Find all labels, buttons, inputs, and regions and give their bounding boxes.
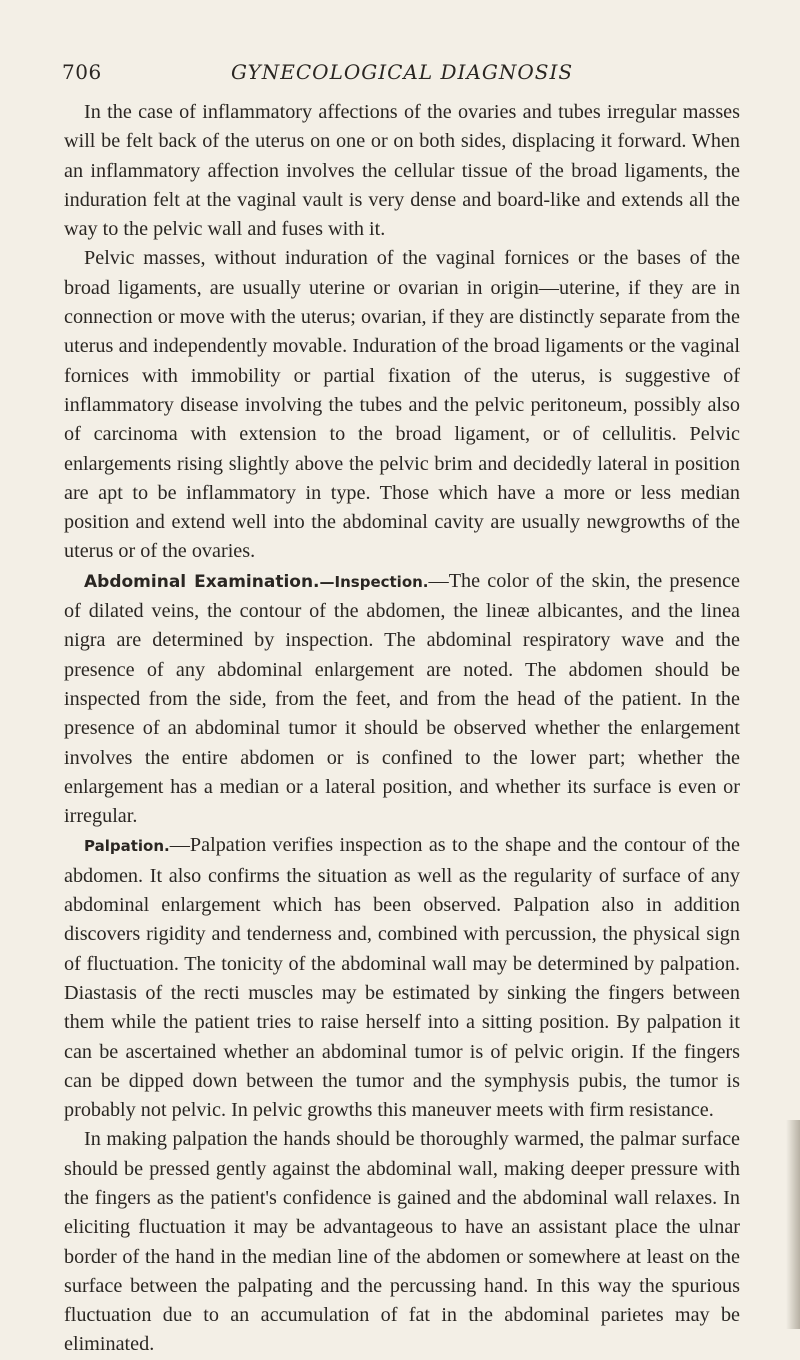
- paragraph-text: In making palpation the hands should be thoroughly warmed, the palmar surface should be pressed gently against the abdominal wall, making deeper pressure with the fingers as the patient's confidence is gained and the abdominal wall relaxes. In eliciting fluctuation it may be advantageous to have an assistant place the ulnar border of the hand in the median line of the abdomen or somewhere at least on the surface between the palpating and the percussing hand. In this way the spurious fluctuation due to an accumulation of fat in the abdominal parietes may be eliminated.: [64, 1128, 740, 1356]
- paragraph-text: Pelvic masses, without induration of the vaginal fornices or the bases of the broad ligaments, are usually uterine or ovarian in origin—uterine, if they are in connection or move with the uterus; ovarian, if they are distinctly separate from the uterus and independently movable. Induration of the broad ligaments or the vaginal fornices with immobility or partial fixation of the uterus, is suggestive of inflammatory disease involving the tubes and the pelvic peritoneum, possibly also of carcinoma with extension to the broad ligament, or of cellulitis. Pelvic enlargements rising slightly above the pelvic brim and decidedly lateral in position are apt to be inflammatory in type. Those which have a more or less median position and extend well into the abdominal cavity are usually newgrowths of the uterus or of the ovaries.: [64, 247, 740, 563]
- paragraph-text: —The color of the skin, the presence of dilated veins, the contour of the abdomen, the lineæ albicantes, and the linea nigra are determined by inspection. The abdominal respiratory wave and the presence of any abdominal enlargement are noted. The abdomen should be inspected from the side, from the feet, and from the head of the patient. In the presence of an abdominal tumor it should be observed whether the enlargement involves the entire abdomen or is confined to the lower part; whether the enlargement has a median or a lateral position, and whether its surface is even or irregular.: [64, 569, 740, 828]
- paragraph-palpation: [64, 831, 740, 1125]
- page-number: 706: [62, 60, 102, 84]
- paragraph-text: —Palpation verifies inspection as to the shape and the contour of the abdomen. It also confirms the situation as well as the regularity of surface of any abdominal enlargement which has been observed. Palpation also in addition discovers rigidity and tenderness and, combined with percussion, the physical sign of fluctuation. The tonicity of the abdominal wall may be determined by palpation. Diastasis of the recti muscles may be estimated by sinking the fingers between them while the patient tries to raise herself into a sitting position. By palpation it can be ascertained whether an abdominal tumor is of pelvic origin. If the fingers can be dipped down between the tumor and the symphysis pubis, the tumor is probably not pelvic. In pelvic growths this maneuver meets with firm resistance.: [64, 834, 740, 1122]
- page-edge-shadow: [786, 1120, 800, 1329]
- paragraph-pelvic-masses: [64, 244, 740, 566]
- paragraph-making-palpation: [64, 1125, 740, 1359]
- paragraph-abdominal-examination: [64, 567, 740, 832]
- section-heading-abdominal-examination: Abdominal Examination.: [84, 571, 320, 592]
- page-header: [64, 60, 740, 92]
- page-body: [64, 98, 740, 1360]
- subheading-inspection: —Inspection.: [319, 572, 429, 591]
- paragraph-ovaries-tubes: [64, 98, 740, 244]
- book-page: [62, 60, 740, 1356]
- running-title: GYNECOLOGICAL DIAGNOSIS: [230, 60, 574, 84]
- paragraph-text: In the case of inflammatory affections of the ovaries and tubes irregular masses will be felt back of the uterus on one or on both sides, displacing it forward. When an inflammatory affection involves the cellular tissue of the broad ligaments, the induration felt at the vaginal vault is very dense and board-like and extends all the way to the pelvic wall and fuses with it.: [64, 101, 740, 241]
- subheading-palpation: Palpation.: [84, 837, 170, 856]
